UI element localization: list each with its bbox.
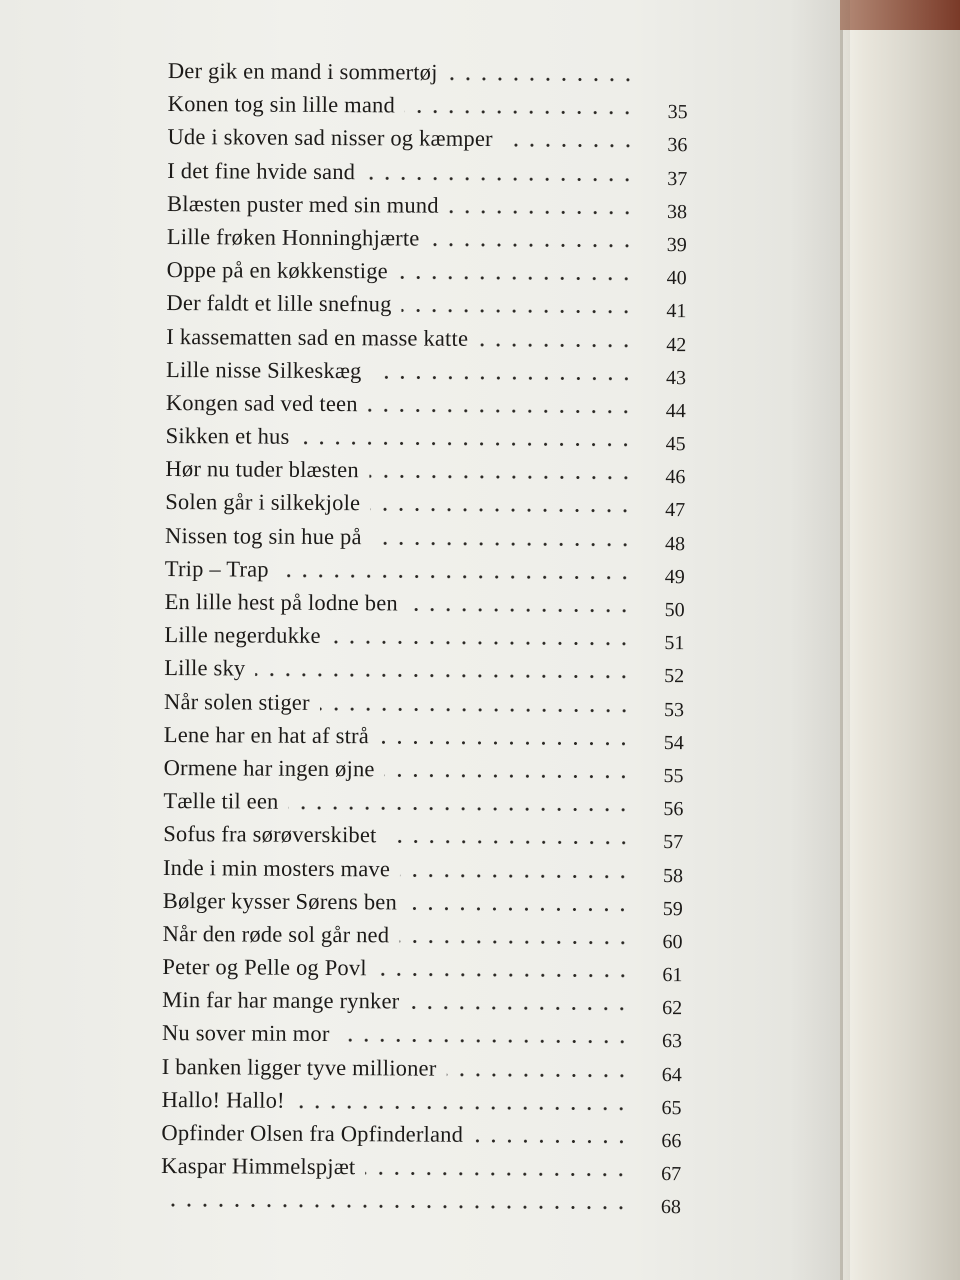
dot-leader bbox=[320, 699, 632, 719]
dot-leader bbox=[289, 798, 632, 818]
dot-leader bbox=[300, 433, 634, 453]
toc-entry-title: I banken ligger tyve millioner bbox=[162, 1050, 437, 1085]
dot-leader bbox=[407, 898, 631, 917]
toc-entry bbox=[161, 1116, 681, 1152]
dot-leader bbox=[410, 998, 631, 1017]
toc-entry bbox=[167, 220, 687, 256]
toc-entry-page-number: 49 bbox=[664, 565, 685, 588]
dot-leader bbox=[400, 865, 631, 884]
dot-leader bbox=[503, 135, 636, 154]
toc-entry-title: Trip – Trap bbox=[165, 552, 269, 586]
toc-entry bbox=[162, 950, 682, 986]
toc-entry bbox=[166, 353, 686, 389]
toc-entry bbox=[163, 784, 683, 820]
dot-leader bbox=[340, 1031, 630, 1051]
toc-entry-page-number: 38 bbox=[666, 200, 688, 223]
toc-entry-title: Oppe på en køkkenstige bbox=[167, 253, 388, 287]
toc-entry-title: Konen tog sin lille mand bbox=[168, 87, 395, 121]
dot-leader bbox=[372, 533, 633, 553]
toc-entry bbox=[165, 485, 685, 521]
toc-entry bbox=[166, 286, 686, 322]
toc-entry-page-number: 35 bbox=[667, 101, 688, 124]
toc-entry bbox=[164, 651, 684, 687]
toc-entry bbox=[167, 253, 687, 289]
dot-leader bbox=[365, 168, 635, 188]
toc-entry bbox=[168, 87, 688, 123]
toc-entry-page-number: 52 bbox=[664, 665, 685, 688]
toc-entry bbox=[163, 817, 683, 853]
toc-entry-page-number: 46 bbox=[665, 466, 686, 489]
toc-entry-title: Bølger kysser Sørens ben bbox=[163, 884, 397, 918]
dot-leader bbox=[408, 599, 633, 618]
toc-entry bbox=[166, 319, 686, 355]
toc-entry-page-number: 55 bbox=[663, 764, 684, 788]
dot-leader bbox=[447, 1064, 630, 1083]
page-stack-edge bbox=[840, 30, 960, 1280]
dot-leader bbox=[377, 964, 631, 984]
toc-entry-page-number: 67 bbox=[661, 1163, 682, 1186]
toc-entry bbox=[164, 751, 684, 787]
toc-entry-page-number: 56 bbox=[663, 798, 684, 821]
toc-entry-title: Nissen tog sin hue på bbox=[165, 519, 362, 553]
dot-leader bbox=[385, 765, 632, 785]
toc-entry-page-number: 48 bbox=[664, 532, 686, 555]
toc-entry-page-number: 54 bbox=[663, 731, 684, 754]
dot-leader bbox=[402, 301, 635, 320]
dot-leader bbox=[369, 466, 634, 486]
toc-entry-page-number: 65 bbox=[661, 1096, 682, 1119]
toc-entry-page-number: 37 bbox=[667, 167, 688, 190]
toc-entry bbox=[164, 685, 684, 721]
dot-leader bbox=[478, 334, 634, 353]
toc-entry-title: Der gik en mand i sommertøj bbox=[168, 54, 438, 89]
toc-entry-title: Lille nisse Silkeskæg bbox=[166, 353, 362, 387]
toc-entry bbox=[165, 519, 685, 555]
toc-entry bbox=[161, 1182, 681, 1218]
dot-leader bbox=[295, 1097, 630, 1117]
toc-entry-page-number: 62 bbox=[662, 997, 683, 1020]
toc-entry-page-number: 47 bbox=[665, 499, 686, 522]
toc-entry bbox=[161, 1149, 681, 1185]
toc-entry-page-number: 41 bbox=[666, 300, 687, 323]
toc-entry-page-number: 57 bbox=[663, 831, 684, 854]
dot-leader bbox=[430, 235, 635, 254]
dot-leader bbox=[372, 367, 634, 387]
table-of-contents bbox=[161, 54, 688, 1219]
toc-entry-page-number: 44 bbox=[665, 399, 686, 423]
dot-leader bbox=[256, 665, 633, 685]
toc-entry bbox=[164, 718, 684, 754]
dot-leader bbox=[368, 400, 634, 420]
toc-entry-page-number: 43 bbox=[665, 366, 687, 389]
toc-entry-page-number: 66 bbox=[661, 1130, 682, 1153]
toc-entry-page-number: 64 bbox=[661, 1063, 682, 1086]
dot-leader bbox=[405, 102, 636, 121]
toc-entry bbox=[165, 585, 685, 621]
toc-entry-title: Når solen stiger bbox=[164, 685, 310, 719]
dot-leader bbox=[366, 1163, 630, 1183]
toc-entry-title: Blæsten puster med sin mund bbox=[167, 187, 439, 222]
toc-entry-page-number: 58 bbox=[662, 864, 684, 887]
toc-entry-title: Der faldt et lille snefnug bbox=[166, 286, 391, 320]
toc-entry-title: Lene har en hat af strå bbox=[164, 718, 369, 752]
toc-entry-page-number: 61 bbox=[662, 964, 683, 987]
toc-entry-title: I kassematten sad en masse katte bbox=[166, 319, 468, 354]
toc-entry-title: Lille frøken Honninghjærte bbox=[167, 220, 420, 255]
dot-leader bbox=[331, 632, 633, 652]
toc-entry-title: Min far har mange rynker bbox=[162, 983, 399, 1017]
toc-entry-page-number: 68 bbox=[660, 1196, 682, 1219]
toc-entry-title: I det fine hvide sand bbox=[167, 154, 355, 188]
dot-leader bbox=[399, 931, 630, 950]
dot-leader bbox=[448, 69, 636, 88]
page-gutter-shade bbox=[790, 0, 850, 1280]
toc-entry-title: Nu sover min mor bbox=[162, 1016, 330, 1050]
toc-entry-title: Solen går i silkekjole bbox=[165, 485, 360, 519]
toc-entry-page-number: 36 bbox=[667, 134, 688, 157]
toc-entry-title: Tælle til een bbox=[163, 784, 278, 818]
toc-entry-page-number: 45 bbox=[665, 433, 686, 456]
toc-entry-title: Kaspar Himmelspjæt bbox=[161, 1149, 355, 1183]
dot-leader bbox=[370, 500, 633, 520]
toc-entry-title: Ormene har ingen øjne bbox=[164, 751, 375, 785]
toc-entry-title: Lille sky bbox=[164, 651, 245, 684]
dot-leader bbox=[449, 201, 635, 220]
toc-entry-page-number: 42 bbox=[666, 333, 687, 356]
toc-entry-title: Sofus fra sørøverskibet bbox=[163, 817, 377, 851]
toc-entry-title: Peter og Pelle og Povl bbox=[162, 950, 367, 984]
toc-entry-title: Lille negerdukke bbox=[164, 618, 320, 652]
toc-entry-page-number: 51 bbox=[664, 632, 685, 655]
toc-entry-page-number: 53 bbox=[663, 698, 685, 721]
toc-entry-page-number: 63 bbox=[661, 1030, 683, 1053]
toc-entry bbox=[162, 983, 682, 1019]
toc-entry-page-number: 40 bbox=[666, 267, 687, 290]
toc-entry-title: Kongen sad ved teen bbox=[166, 386, 358, 420]
toc-entry bbox=[162, 1083, 682, 1119]
toc-entry-page-number: 39 bbox=[666, 233, 687, 257]
toc-entry bbox=[167, 187, 687, 223]
dot-leader bbox=[379, 732, 632, 752]
toc-entry bbox=[162, 1050, 682, 1086]
toc-entry-title: Inde i min mosters mave bbox=[163, 850, 390, 884]
toc-entry bbox=[163, 917, 683, 953]
toc-entry bbox=[167, 154, 687, 190]
toc-entry bbox=[162, 1016, 682, 1052]
toc-entry-page-number: 60 bbox=[662, 930, 683, 954]
toc-entry-page-number: 50 bbox=[664, 599, 685, 622]
dot-leader bbox=[171, 1195, 629, 1216]
toc-entry-title: Opfinder Olsen fra Opfinderland bbox=[161, 1116, 463, 1151]
toc-entry bbox=[163, 884, 683, 920]
toc-entry bbox=[165, 452, 685, 488]
dot-leader bbox=[387, 832, 632, 851]
toc-entry bbox=[165, 552, 685, 588]
toc-entry bbox=[163, 850, 683, 886]
toc-entry-page-number: 59 bbox=[662, 897, 683, 920]
toc-entry bbox=[167, 120, 687, 156]
toc-entry-title: En lille hest på lodne ben bbox=[165, 585, 398, 619]
toc-entry-title: Sikken et hus bbox=[166, 419, 290, 453]
dot-leader bbox=[279, 566, 633, 586]
dot-leader bbox=[473, 1131, 629, 1150]
toc-entry-title: Ude i skoven sad nisser og kæmper bbox=[167, 120, 493, 155]
dot-leader bbox=[398, 268, 635, 287]
toc-entry bbox=[166, 419, 686, 455]
toc-entry bbox=[166, 386, 686, 422]
toc-entry bbox=[164, 618, 684, 654]
toc-entry-title: Hallo! Hallo! bbox=[162, 1083, 285, 1117]
toc-entry-title: Når den røde sol går ned bbox=[163, 917, 390, 951]
toc-entry-title: Hør nu tuder blæsten bbox=[165, 452, 359, 486]
toc-entry bbox=[168, 54, 688, 90]
